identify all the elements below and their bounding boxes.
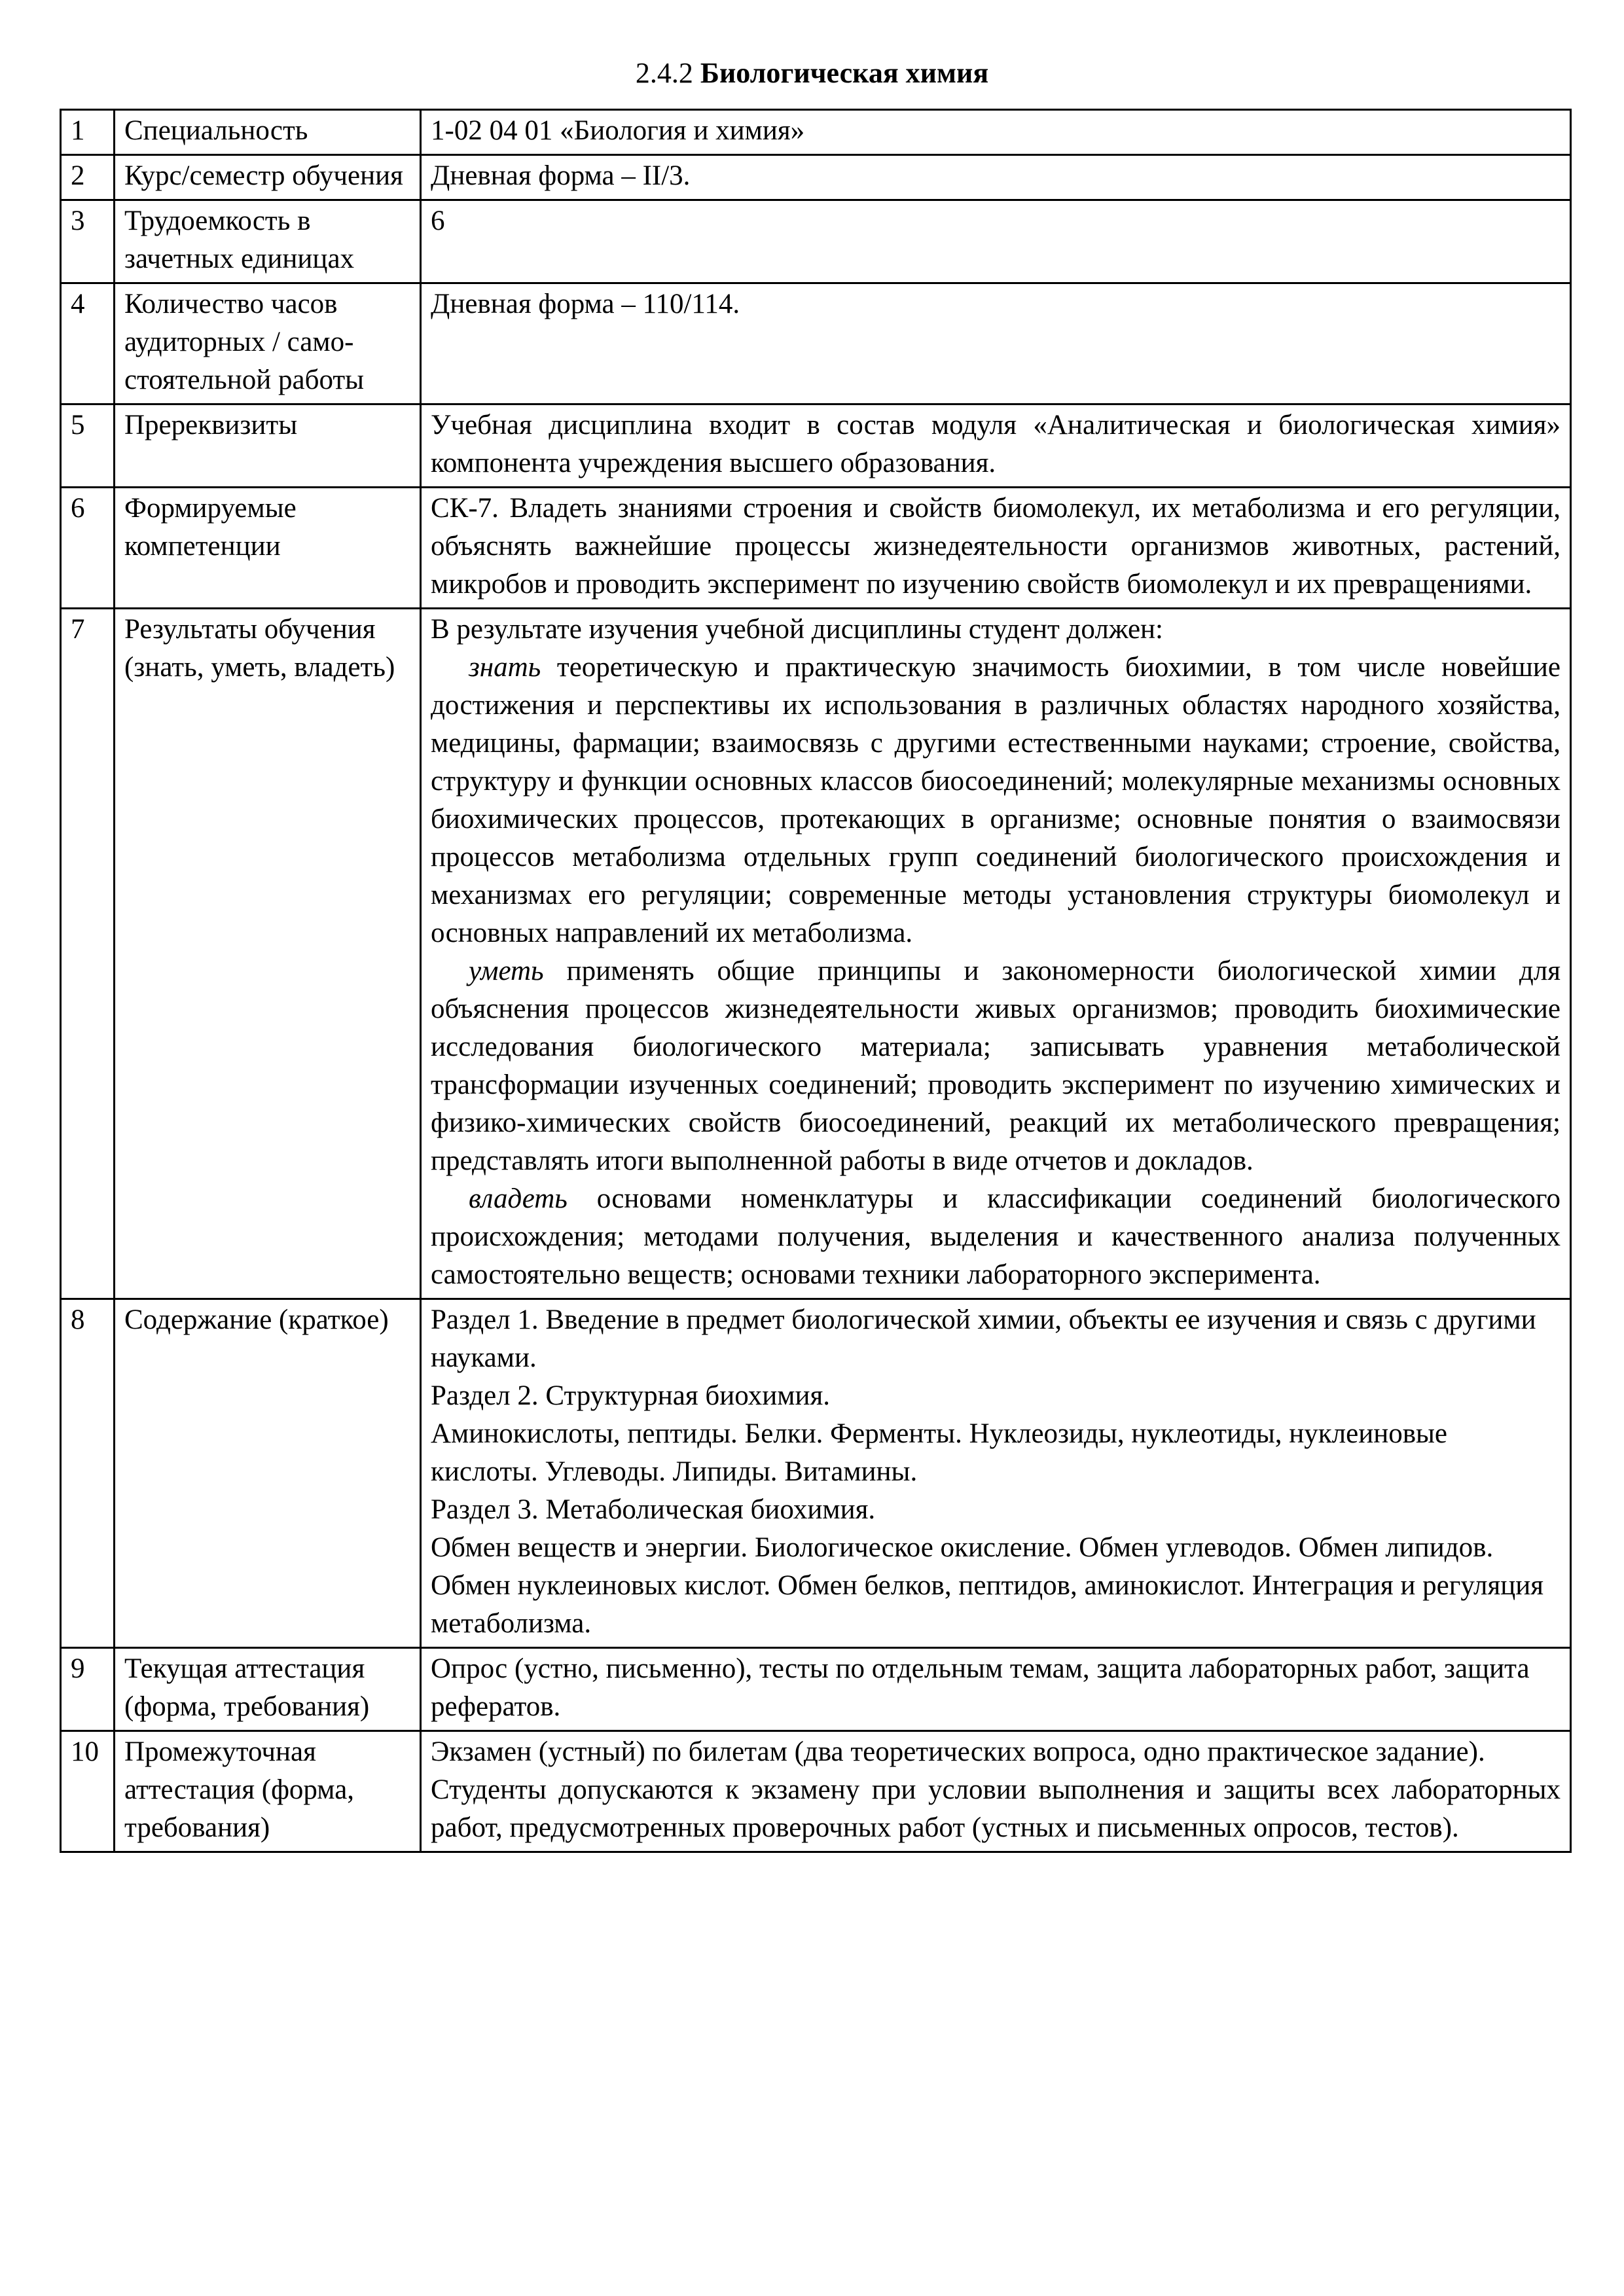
table-row: [61, 283, 1571, 404]
table-row: [61, 110, 1571, 155]
own-text: основами номенклатуры и классификации соединений биологического происхождения; методами получения, выделения и качественного анализа полученных самостоятельно веществ; основами техники лабораторного эксперимента.: [431, 1183, 1561, 1290]
table-row: [61, 488, 1571, 609]
table-row: [61, 1299, 1571, 1648]
row-content: 1-02 04 01 «Биология и химия»: [421, 110, 1571, 155]
row-content: Дневная форма – II/3.: [421, 155, 1571, 200]
row-content: Дневная форма – 110/114.: [421, 283, 1571, 404]
table-row: [61, 609, 1571, 1299]
row-content: СК-7. Владеть знаниями строения и свойств биомолекул, их метаболизма и его регуляции, объяснять важнейшие процессы жизнедеятельности организмов животных, растений, микробов и проводить эксперимент по изучению свойств биомолекул и их превращениями.: [421, 488, 1571, 609]
row-content: [421, 1731, 1571, 1852]
know-text: теоретическую и практическую значимость биохимии, в том числе новейшие достижения и перспективы их использования в различных областях народного хозяйства, медицины, фармации; взаимосвязь с другими естественными науками; строение, свойства, структуру и функции основных классов биосоединений; молекулярные механизмы основных биохимических процессов, протекающих в организме; основные понятия о взаимосвязи процессов метаболизма отдельных групп соединений биологического происхождения и механизмах его регуляции; современные методы установления структуры биомолекул и основных направлений их метаболизма.: [431, 652, 1561, 948]
row-label: Промежуточная аттестация (форма, требования): [115, 1731, 421, 1852]
table-row: [61, 155, 1571, 200]
row-label: Специальность: [115, 110, 421, 155]
table-row: [61, 200, 1571, 283]
row-number: 10: [61, 1731, 115, 1852]
content-line: Экзамен (устный) по билетам (два теоретических вопроса, одно практическое задание).: [431, 1736, 1485, 1767]
results-can: [431, 952, 1561, 1180]
row-number: 9: [61, 1648, 115, 1731]
table-row: [61, 404, 1571, 488]
row-label: Формируемые компетенции: [115, 488, 421, 609]
table-row: [61, 1731, 1571, 1852]
content-line: Раздел 1. Введение в предмет биологической химии, объекты ее изучения и связь с другими науками.: [431, 1304, 1536, 1373]
content-line: Аминокислоты, пептиды. Белки. Ферменты. Нуклеозиды, нуклеотиды, нуклеиновые кислоты. Углеводы. Липиды. Витамины.: [431, 1418, 1448, 1487]
row-number: 8: [61, 1299, 115, 1648]
row-label: Курс/семестр обучения: [115, 155, 421, 200]
table-row: [61, 1648, 1571, 1731]
results-know: [431, 649, 1561, 952]
row-label: Пререквизиты: [115, 404, 421, 488]
content-line: Обмен веществ и энергии. Биологическое окисление. Обмен углеводов. Обмен липидов. Обмен нуклеиновых кислот. Обмен белков, пептидов, аминокислот. Интеграция и регуляция метаболизма.: [431, 1532, 1544, 1639]
discipline-table: [60, 109, 1572, 1853]
row-number: 1: [61, 110, 115, 155]
page-title: [0, 54, 1624, 93]
row-content: 6: [421, 200, 1571, 283]
section-number: 2.4.2: [635, 57, 693, 89]
row-number: 2: [61, 155, 115, 200]
content-line: Раздел 3. Метаболическая биохимия.: [431, 1494, 876, 1525]
results-intro: В результате изучения учебной дисциплины студент должен:: [431, 614, 1164, 645]
know-lead: знать: [469, 652, 541, 683]
row-number: 6: [61, 488, 115, 609]
own-lead: владеть: [469, 1183, 568, 1214]
row-content: Опрос (устно, письменно), тесты по отдельным темам, защита лабораторных работ, защита рефератов.: [421, 1648, 1571, 1731]
discipline-title: Биологическая химия: [700, 57, 989, 89]
can-lead: уметь: [469, 956, 544, 986]
row-label: Содержание (краткое): [115, 1299, 421, 1648]
row-content: Учебная дисциплина входит в состав модуля «Аналитическая и биологическая химия» компонента учреждения высшего образования.: [421, 404, 1571, 488]
row-label: Количество часов аудиторных / само-стоятельной работы: [115, 283, 421, 404]
row-number: 7: [61, 609, 115, 1299]
row-number: 4: [61, 283, 115, 404]
row-content: [421, 609, 1571, 1299]
row-label: Трудоемкость в зачетных единицах: [115, 200, 421, 283]
content-line: Студенты допускаются к экзамену при условии выполнения и защиты всех лабораторных работ, предусмотренных проверочных работ (устных и письменных опросов, тестов).: [431, 1774, 1561, 1843]
content-line: Раздел 2. Структурная биохимия.: [431, 1380, 830, 1411]
row-number: 3: [61, 200, 115, 283]
row-content: [421, 1299, 1571, 1648]
can-text: применять общие принципы и закономерности биологической химии для объяснения процессов жизнедеятельности живых организмов; проводить биохимические исследования биологического материала; записывать уравнения метаболической трансформации изученных соединений; проводить эксперимент по изучению химических и физико-химических свойств биосоединений, реакций их метаболического превращения; представлять итоги выполненной работы в виде отчетов и докладов.: [431, 956, 1561, 1176]
row-label: Результаты обучения (знать, уметь, владеть): [115, 609, 421, 1299]
row-label: Текущая аттестация (форма, требования): [115, 1648, 421, 1731]
results-own: [431, 1180, 1561, 1294]
row-number: 5: [61, 404, 115, 488]
